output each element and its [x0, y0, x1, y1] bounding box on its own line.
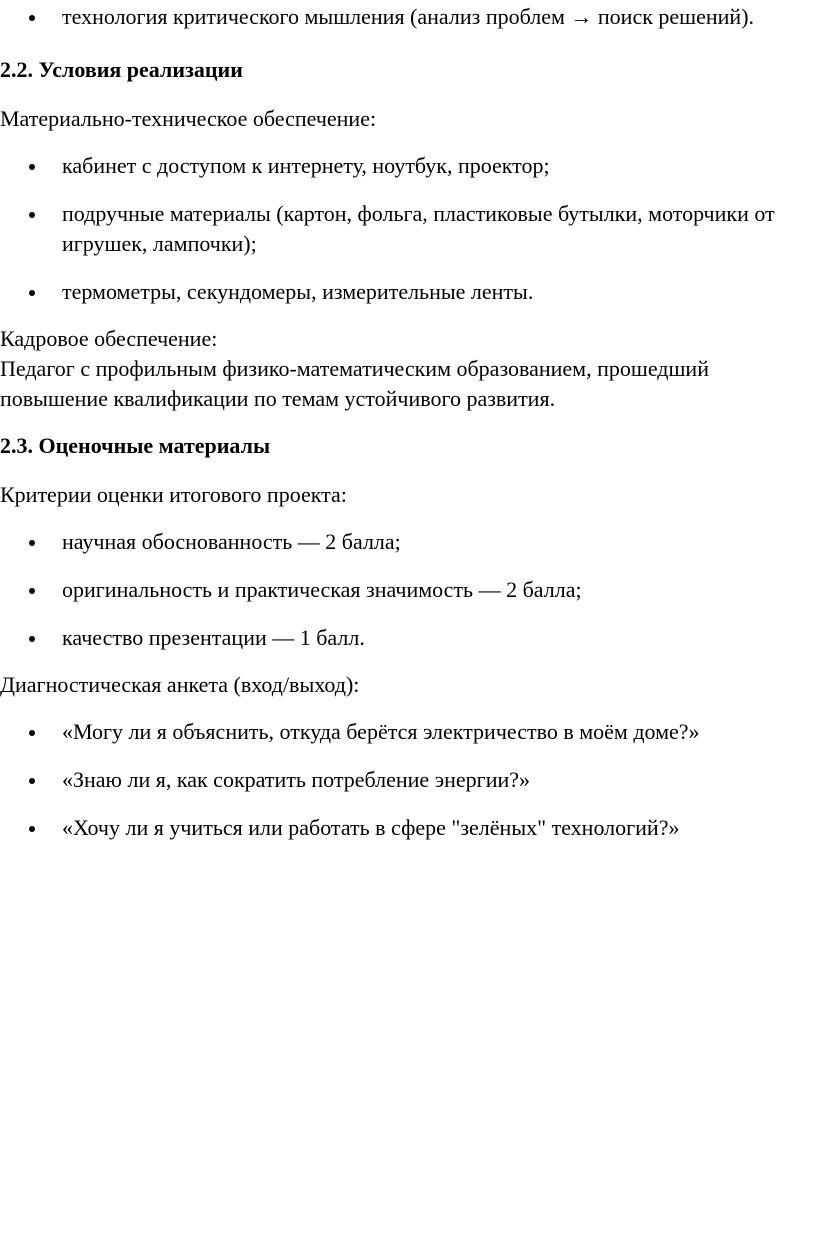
bullet-icon — [29, 212, 35, 218]
material-label: Материально-техническое обеспечение: — [0, 106, 377, 131]
list-item — [0, 575, 816, 605]
bullet-icon — [29, 290, 35, 296]
list-item — [0, 813, 816, 843]
bullet-icon — [29, 778, 35, 784]
list-item-text: «Хочу ли я учиться или работать в сфере "зелёных" технологий?» — [62, 815, 680, 840]
list-item — [0, 623, 816, 653]
bullet-icon — [29, 164, 35, 170]
diagnostic-list — [0, 717, 816, 843]
list-item-text: научная обоснованность — 2 балла; — [62, 529, 401, 554]
list-item — [0, 151, 816, 181]
list-item — [0, 527, 816, 557]
diagnostic-label: Диагностическая анкета (вход/выход): — [0, 672, 360, 697]
staff-block — [0, 324, 816, 414]
criteria-list — [0, 527, 816, 653]
intro-list — [0, 2, 816, 32]
list-item — [0, 2, 816, 32]
bullet-icon — [29, 730, 35, 736]
list-item-text: технология критического мышления (анализ проблем → поиск решений). — [62, 4, 755, 29]
list-item — [0, 199, 816, 259]
staff-text: Педагог с профильным физико-математическим образованием, прошедший повышение квалификации по темам устойчивого развития. — [0, 356, 709, 411]
material-list — [0, 151, 816, 307]
list-item — [0, 765, 816, 795]
bullet-icon — [29, 15, 35, 21]
bullet-icon — [29, 588, 35, 594]
criteria-label: Критерии оценки итогового проекта: — [0, 482, 347, 507]
bullet-icon — [29, 540, 35, 546]
staff-label: Кадровое обеспечение: — [0, 326, 218, 351]
list-item-text: кабинет с доступом к интернету, ноутбук, проектор; — [62, 153, 550, 178]
list-item-text: качество презентации — 1 балл. — [62, 625, 365, 650]
list-item — [0, 717, 816, 747]
list-item-text: «Могу ли я объяснить, откуда берётся электричество в моём доме?» — [62, 719, 700, 744]
section-heading-2-2: 2.2. Условия реализации — [0, 57, 243, 82]
bullet-icon — [29, 826, 35, 832]
list-item-text: «Знаю ли я, как сократить потребление энергии?» — [62, 767, 531, 792]
list-item-text: термометры, секундомеры, измерительные ленты. — [62, 279, 534, 304]
list-item — [0, 277, 816, 307]
bullet-icon — [29, 636, 35, 642]
list-item-text: подручные материалы (картон, фольга, пластиковые бутылки, моторчики от игрушек, лампочки); — [62, 201, 775, 256]
section-heading-2-3: 2.3. Оценочные материалы — [0, 433, 271, 458]
list-item-text: оригинальность и практическая значимость — 2 балла; — [62, 577, 582, 602]
